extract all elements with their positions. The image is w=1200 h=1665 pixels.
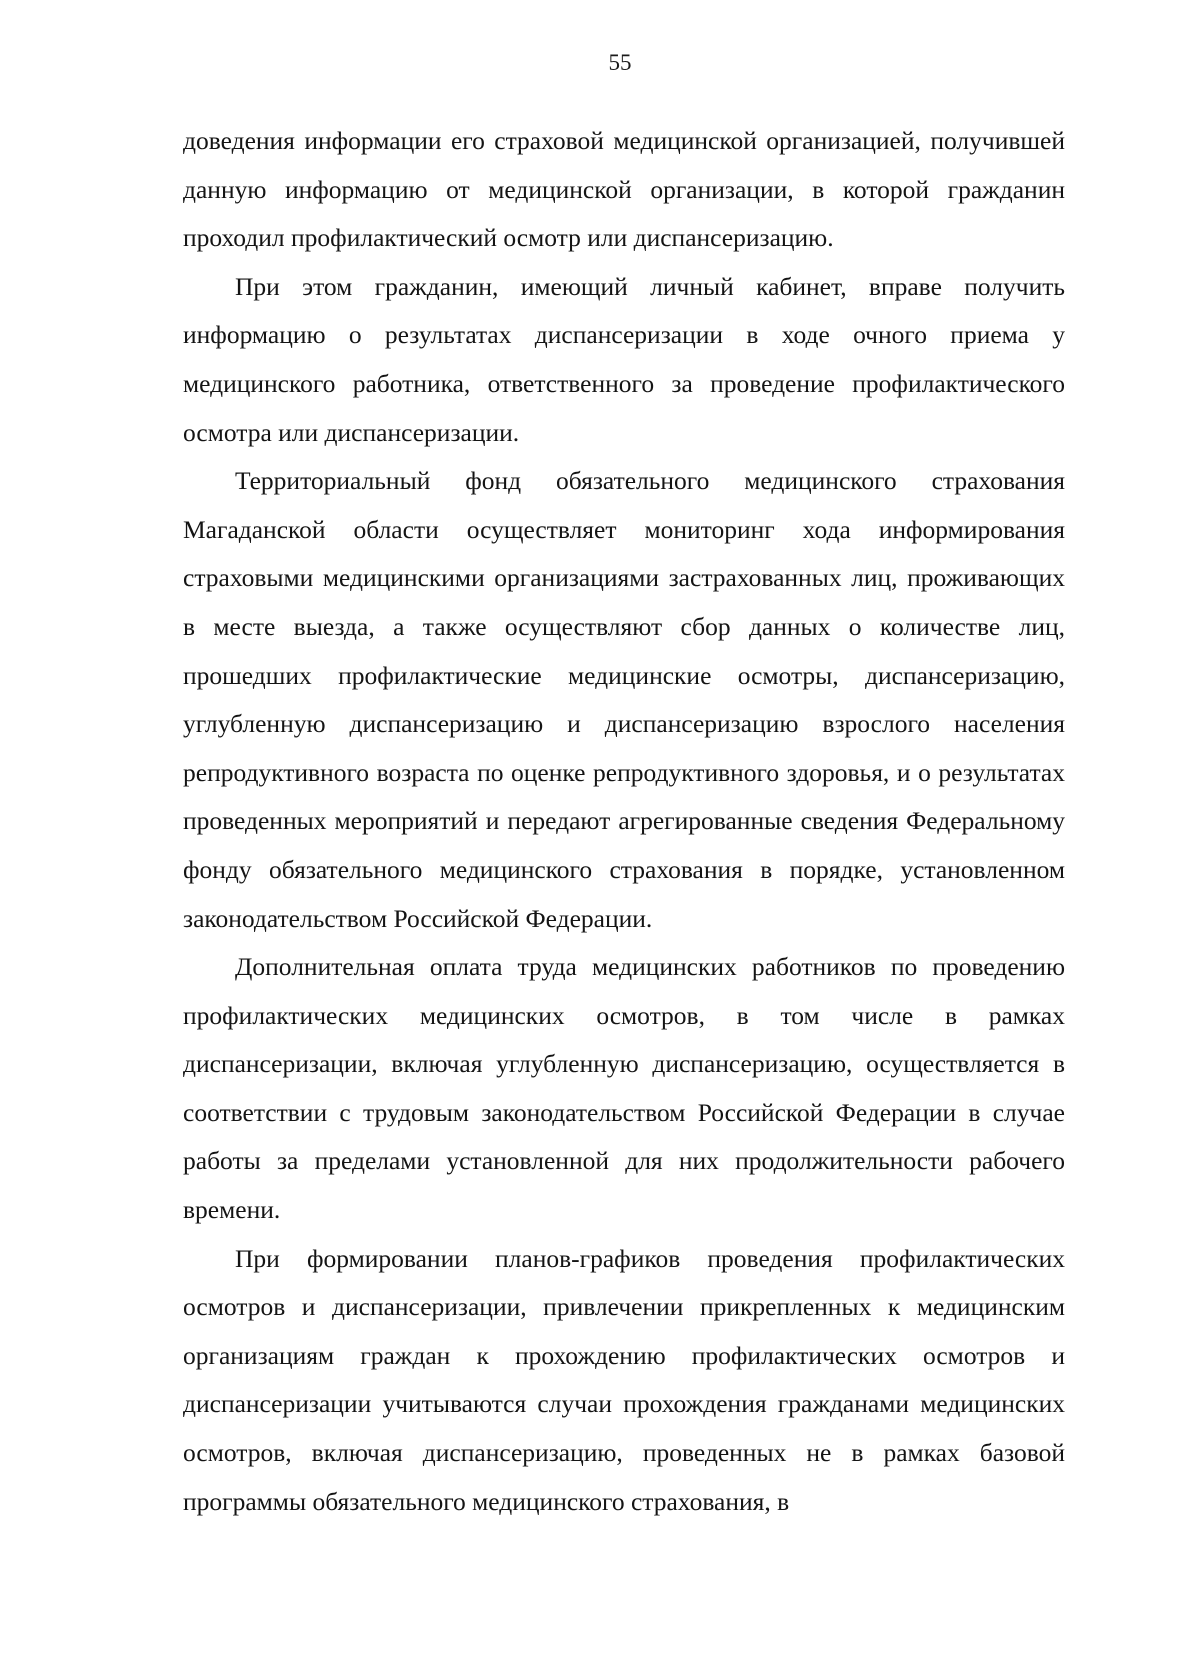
page-number: 55 xyxy=(608,50,632,75)
paragraph-additional-pay: Дополнительная оплата труда медицинских работников по проведению профилактических медицинских осмотров, в том числе в рамках диспансеризации, включая углубленную диспансеризацию, осуществляется в соответствии с трудовым законодательством Российской Федерации в случае работы за пределами установленной для них продолжительности рабочего времени. xyxy=(183,952,1065,1225)
paragraph-schedules: При формировании планов-графиков проведения профилактических осмотров и диспансеризации, привлечении прикрепленных к медицинским организациям граждан к прохождению профилактических осмотров и диспансеризации учитываются случаи прохождения гражданами медицинских осмотров, включая диспансеризацию, проведенных не в рамках базовой программы обязательного медицинского страхования, в xyxy=(183,1243,1065,1516)
paragraph-territorial-fund: Территориальный фонд обязательного медицинского страхования Магаданской области осуществляет мониторинг хода информирования страховыми медицинскими организациями застрахованных лиц, проживающих в месте выезда, а также осуществляют сбор данных о количестве лиц, прошедших профилактические медицинские осмотры, диспансеризацию, углубленную диспансеризацию и диспансеризацию взрослого населения репродуктивного возраста по оценке репродуктивного здоровья, и о результатах проведенных мероприятий и передают агрегированные сведения Федеральному фонду обязательного медицинского страхования в порядке, установленном законодательством Российской Федерации. xyxy=(183,466,1065,933)
paragraph-personal-account: При этом гражданин, имеющий личный кабинет, вправе получить информацию о результатах диспансеризации в ходе очного приема у медицинского работника, ответственного за проведение профилактического осмотра или диспансеризации. xyxy=(183,271,1065,447)
document-body xyxy=(183,117,1065,1526)
paragraph-continuation: доведения информации его страховой медицинской организацией, получившей данную информацию от медицинской организации, в которой гражданин проходил профилактический осмотр или диспансеризацию. xyxy=(183,126,1065,253)
